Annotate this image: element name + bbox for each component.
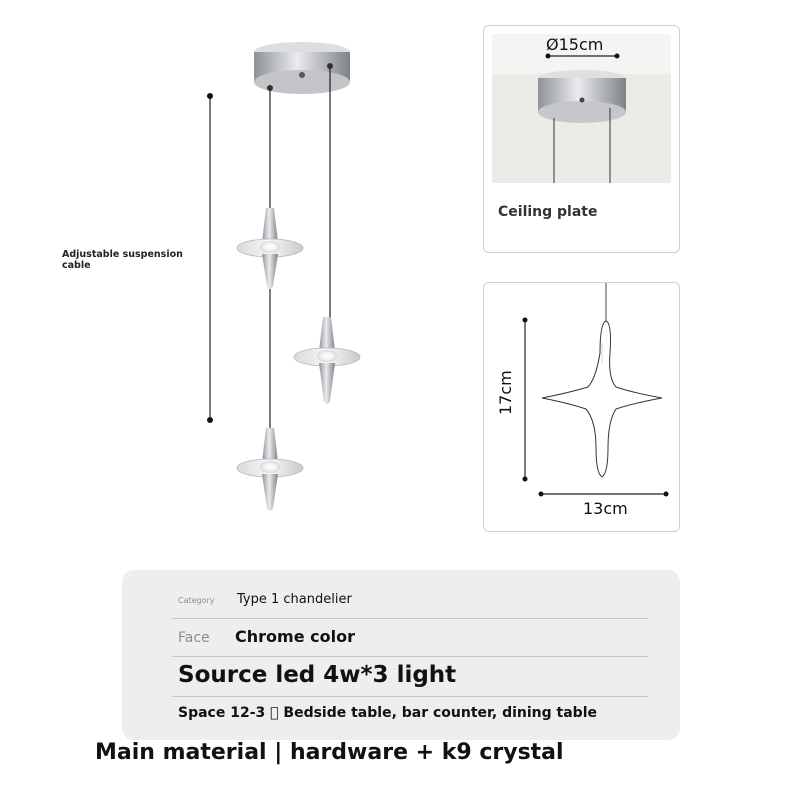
ceiling-plate-caption: Ceiling plate — [498, 204, 598, 220]
star-pendant — [294, 317, 360, 404]
star-pendant — [237, 428, 303, 511]
spec-key-category: Category — [178, 596, 215, 605]
spec-value-space: Space 12-3   Bedside table, bar counter, dining table — [178, 705, 597, 721]
star-pendant — [237, 208, 303, 289]
spec-key-face: Face — [178, 630, 210, 646]
main-material-line: Main material | hardware + k9 crystal — [95, 740, 564, 765]
spec-row-category — [172, 584, 648, 619]
height-dimension-label: 17cm — [496, 370, 515, 415]
ceiling-plate-photo — [492, 34, 671, 183]
spec-card — [122, 570, 680, 740]
spec-row-space — [172, 696, 648, 732]
spec-row-face — [172, 618, 648, 657]
spec-value-category: Type 1 chandelier — [237, 592, 352, 607]
spec-row-source — [172, 656, 648, 697]
spec-value-source: Source led 4w*3 light — [178, 662, 457, 688]
pendant-illustration — [0, 0, 460, 560]
ceiling-plate-panel — [483, 25, 680, 253]
adjustable-cable-label: Adjustable suspension cable — [62, 249, 183, 271]
spec-value-face: Chrome color — [235, 627, 355, 646]
width-dimension-label: 13cm — [583, 499, 628, 518]
ceiling-diameter-label: Ø15cm — [546, 35, 604, 54]
ceiling-canopy — [254, 42, 350, 94]
pendant-dimension-panel — [483, 282, 680, 532]
